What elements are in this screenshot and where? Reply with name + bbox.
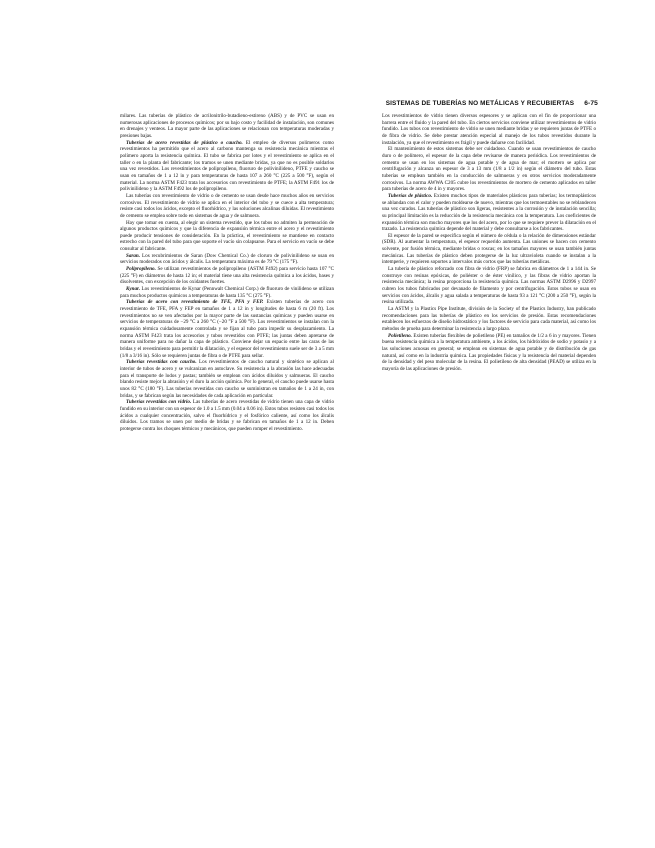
running-header — [270, 100, 598, 107]
paragraph — [382, 333, 596, 373]
paragraph — [382, 146, 596, 193]
paragraph-text: Las tuberías con revestimiento de vidrio o de cemento se usan desde hace muchos años en servicios corrosivos. El revestimiento de vidrio se aplica en el interior del tubo y se cuece a alta temperatura; resiste casi todos los ácidos, excepto el fluorhídrico, y las soluciones alcalinas diluidas. El revestimiento de cemento se emplea sobre todo en sistemas de agua y de salmuera. — [120, 192, 334, 219]
paragraph-text: El mantenimiento de estos sistemas debe ser cuidadoso. Cuando se usan revestimientos de caucho duro o de polímero, el espesor de la capa debe revisarse de manera periódica. Los revestimientos de cemento se usan en los sistemas de agua potable y de agua de mar; el mortero se aplica por centrifugación y alcanza un espesor de 3 a 13 mm (1/8 a 1/2 in) según el diámetro del tubo. Estas tuberías se emplean también en la conducción de salmueras y en otros servicios moderadamente corrosivos. La norma AWWA C205 cubre los revestimientos de mortero de cemento aplicados en taller para tuberías de acero de 4 in y mayores. — [382, 146, 596, 193]
run-in-heading: Kynar. — [126, 286, 141, 293]
paragraph — [120, 253, 334, 266]
running-title: SISTEMAS DE TUBERÍAS NO METÁLICAS Y RECUBIERTAS — [385, 100, 575, 107]
paragraph-text: El empleo de diversos polímeros como revestimientos ha permitido que el acero al carbono mantenga su resistencia mecánica mientras el polímero aporta la resistencia química. El tubo se fabrica por lotes y el revestimiento se aplica en el taller o en la planta del fabricante; los tramos se unen mediante bridas, ya que no es posible soldarlos una vez revestidos. Los revestimientos de polipropileno, fluoruro de polivinilideno, PTFE y caucho se usan en tamaños de 1 a 12 in y para temperaturas de hasta 107 a 260 °C (225 a 500 °F), según el material. La norma ASTM F423 trata los accesorios con revestimiento de PTFE; la ASTM F491 los de polivinilideno y la ASTM F492 los de polipropileno. — [120, 139, 334, 193]
paragraph — [382, 193, 596, 233]
paragraph-text: Los revestimientos de caucho natural y sintético se aplican al interior de tubos de acero y se vulcanizan en autoclave. Su resistencia a la abrasión las hace adecuadas para el transporte de lodos y pastas; también se emplean con ácidos diluidos y salmueras. El caucho blando resiste mejor la abrasión y el duro la acción química. Por lo general, el caucho puede usarse hasta unos 82 °C (180 °F). Las tuberías revestidas con caucho se suministran en tamaños de 1 a 24 in, con bridas, y se fabrican según las necesidades de cada aplicación en particular. — [120, 359, 334, 399]
paragraph — [382, 266, 596, 306]
run-in-heading: Saran. — [126, 252, 141, 259]
paragraph-text: Existen tuberías de acero con revestimiento de TFE, PFA y FEP en tamaños de 1 a 12 in y longitudes de hasta 6 m (20 ft). Los revestimientos no se ven afectados por la mayor parte de las sustancias químicas y pueden usarse en servicios de temperaturas de −29 °C a 260 °C (−20 °F a 500 °F). Los revestimientos se instalan con la expansión térmica cuidadosamente controlada y se fijan al tubo para impedir su desplazamiento. La norma ASTM F423 trata los accesorios y tubos revestidos con PTFE; las juntas deben apretarse de manera uniforme para no dañar la capa de plástico. Conviene dejar un espacio entre las caras de las bridas y el revestimiento para permitir la dilatación, y el espesor del revestimiento suele ser de 3 a 5 mm (1/8 a 3/16 in). Sólo se requieren juntas de fibra o de PTFE para sellar. — [120, 299, 335, 359]
paragraph — [120, 286, 334, 299]
paragraph-text: Existen tuberías flexibles de polietileno (PE) en tamaños de 1/2 a 6 in y mayores. Tienen buena resistencia química a la temperatura ambiente, a los ácidos, los hidróxidos de sodio y potasio y a las soluciones acuosas en general; se emplean en sistemas de agua potable y de distribución de gas natural, así como en la industria química. Las propiedades físicas y la resistencia del material dependen de la densidad y del peso molecular de la resina. El polietileno de alta densidad (PEAD) se utiliza en la mayoría de las aplicaciones de presión. — [382, 332, 596, 372]
paragraph-text: Existen muchos tipos de materiales plásticos para tuberías; los termoplásticos se ablandan con el calor y pueden moldearse de nuevo, mientras que los termoestables no se reblandecen una vez curados. Las tuberías de plástico son ligeras, resistentes a la corrosión y de instalación sencilla; su principal limitación es la reducción de la resistencia mecánica con la temperatura. Los coeficientes de expansión térmica son mucho mayores que los del acero, por lo que se requiere prever la dilatación en el trazado. La resistencia química depende del material y debe consultarse a los fabricantes. — [382, 192, 596, 233]
run-in-heading: Tuberías revestidas con vidrio. — [126, 399, 192, 406]
left-column — [120, 113, 334, 433]
paragraph — [120, 359, 334, 399]
right-column — [382, 113, 596, 373]
paragraph-text: Las tuberías de acero revestidas de vidrio tienen una capa de vidrio fundido en su interior con un espesor de 1.0 a 1.5 mm (0.04 a 0.06 in). Estos tubos resisten casi todos los ácidos a cualquier concentración, salvo el fluorhídrico y el fosfórico caliente, así como los álcalis diluidos. Los tramos se unen por medio de bridas y se fabrican en tamaños de 1 a 12 in. Deben protegerse contra los choques térmicos y mecánicos, que pueden romper el revestimiento. — [120, 399, 334, 432]
paragraph — [120, 140, 334, 193]
run-in-heading: Polietileno. — [388, 332, 412, 339]
run-in-heading: Polipropileno. — [126, 266, 156, 273]
paragraph-text: Se utilizan revestimientos de polipropileno (ASTM F492) para servicio hasta 107 °C (225 °F) en diámetros de hasta 12 in; el material tiene una alta resistencia química a los ácidos, bases y disolventes, con excepción de los oxidantes fuertes. — [120, 266, 334, 286]
paragraph — [120, 220, 334, 253]
paragraph-text: Los revestimientos de Kynar (Pennwalt Chemical Corp.) de fluoruro de vinilideno se utilizan para muchos productos químicos a temperaturas de hasta 135 °C (275 °F). — [120, 286, 334, 299]
paragraph-text: Los recubrimientos de Saran (Dow Chemical Co.) de cloruro de polivinilideno se usan en servicios moderados con ácidos y álcalis. La temperatura máxima es de 79 °C (175 °F). — [120, 252, 334, 266]
paragraph — [120, 113, 334, 140]
paragraph — [120, 299, 334, 359]
paragraph-text: El espesor de la pared se especifica según el número de cédula o la relación de dimensiones estándar (SDR). Al aumentar la temperatura, el espesor requerido aumenta. Las uniones se hacen con cemento solvente, por fusión térmica, mediante bridas o roscas; en los tamaños mayores se usan también juntas mecánicas. Las tuberías de plástico deben protegerse de la luz ultravioleta cuando se instalan a la intemperie, y requieren soportes a intervalos más cortos que las tuberías metálicas. — [382, 232, 596, 266]
paragraph — [382, 113, 596, 146]
paragraph — [382, 233, 596, 266]
run-in-heading: Tuberías de acero revestidas de plástico o caucho. — [126, 139, 243, 146]
paragraph-text: milares. Las tuberías de plástico de acrilonitrilo-butadieno-estireno (ABS) y de PVC se usan en numerosas aplicaciones de procesos químicos; por su bajo costo y facilidad de instalación, son comunes en drenajes y venteos. La mayor parte de las aplicaciones se relacionan con temperaturas moderadas y presiones bajas. — [120, 113, 334, 139]
paragraph-text: Los revestimientos de vidrio tienen diversos espesores y se aplican con el fin de proporcionar una barrera entre el fluido y la pared del tubo. En ciertos servicios conviene utilizar revestimientos de vidrio fundido. Los tubos con revestimiento de vidrio se unen mediante bridas y se requieren juntas de PTFE o de fibra de vidrio. Se debe prestar atención especial al manejo de los tubos revestidos durante la instalación, ya que el revestimiento es frágil y puede dañarse con facilidad. — [382, 113, 596, 146]
run-in-heading: Tuberías revestidas con caucho. — [126, 359, 197, 366]
run-in-heading: Tuberías de plástico. — [388, 192, 433, 199]
paragraph — [120, 399, 334, 432]
paragraph — [120, 193, 334, 220]
paragraph — [120, 266, 334, 286]
run-in-heading: Tuberías de acero con revestimiento de TFE, PFA y FEP. — [126, 299, 264, 306]
page-number: 6-75 — [584, 100, 598, 107]
paragraph-text: La ASTM y la Plastics Pipe Institute, división de la Society of the Plastics Industry, han publicado recomendaciones para las tuberías de plástico en los servicios de presión. Estas recomendaciones establecen los esfuerzos de diseño hidrostático y los factores de servicio para cada material, así como los métodos de prueba para determinar la resistencia a largo plazo. — [382, 306, 596, 332]
paragraph — [382, 306, 596, 333]
paragraph-text: La tubería de plástico reforzado con fibra de vidrio (FRP) se fabrica en diámetros de 1 a 144 in. Se construye con resinas epóxicas, de poliéster o de éster vinílico, y las fibras de vidrio aportan la resistencia mecánica; la resina proporciona la resistencia química. Las normas ASTM D2996 y D2997 cubren los tubos fabricados por devanado de filamento y por centrifugación. Estos tubos se usan en servicios con ácidos, álcalis y agua salada a temperaturas de hasta 93 a 121 °C (200 a 250 °F), según la resina utilizada. — [382, 266, 596, 306]
paragraph-text: Hay que tomar en cuenta, al elegir un sistema revestido, que los tubos no admiten la permeación de algunos productos químicos y que la diferencia de expansión térmica entre el acero y el revestimiento puede producir tensiones de consideración. En la práctica, el revestimiento se mantiene en contacto estrecho con la pared del tubo para que soporte el vacío sin colapsarse. Para el servicio en vacío se debe consultar al fabricante. — [120, 219, 334, 253]
